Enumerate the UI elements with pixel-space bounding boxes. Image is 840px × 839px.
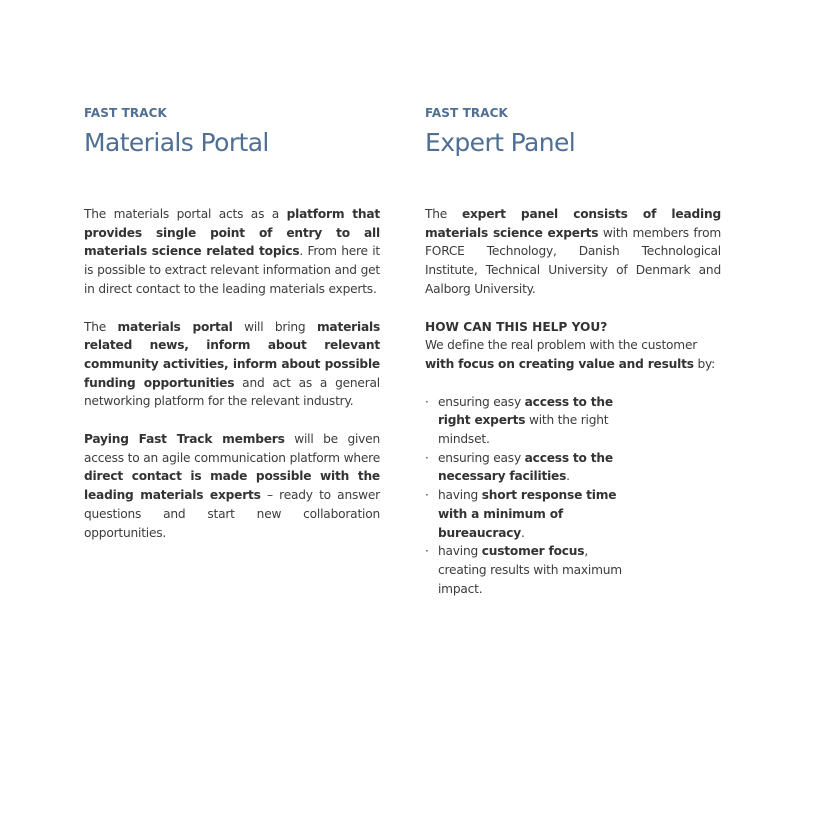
text-run: The	[425, 207, 462, 221]
section-kicker: FAST TRACK	[84, 106, 167, 120]
text-run: and act as a general networking platform for the relevant industry.	[84, 375, 380, 409]
text-run: with members from FORCE Technology, Danish Technological Institute, Technical University of Denmark and Aalborg University.	[425, 225, 721, 296]
text-run: The materials portal acts as a	[84, 207, 287, 221]
list-item	[425, 449, 640, 486]
help-intro	[425, 336, 721, 373]
emphasis-text: access to the right experts	[438, 394, 613, 428]
emphasis-text: materials portal	[117, 319, 233, 334]
benefit-list	[425, 393, 640, 599]
emphasis-text: expert panel consists of leading materials science experts	[425, 207, 721, 240]
text-run: ensuring easy	[438, 394, 525, 409]
list-item-text	[438, 544, 622, 595]
emphasis-text: short response time with a minimum of bureaucracy	[438, 488, 617, 540]
paragraph	[84, 205, 380, 299]
list-item	[425, 542, 640, 598]
emphasis-text: customer focus	[481, 544, 585, 559]
text-run: will be given access to an agile communication platform where	[84, 432, 380, 465]
list-item-text	[438, 451, 613, 484]
emphasis-text: Paying Fast Track members	[84, 432, 285, 447]
bullet-dot-icon: ·	[425, 544, 429, 559]
paragraph	[84, 430, 380, 542]
text-run: by:	[693, 356, 716, 371]
section-kicker: FAST TRACK	[425, 106, 508, 120]
text-run: having	[438, 544, 482, 559]
emphasis-text: platform that provides single point of entry to all materials science related topics	[84, 207, 380, 259]
text-run: – ready to answer questions and start new collaboration opportunities.	[84, 488, 380, 540]
emphasis-text: materials related news, inform about relevant community activities, inform about possible funding opportunities	[84, 319, 380, 390]
text-run: .	[521, 525, 525, 540]
materials-portal-column	[84, 105, 380, 540]
help-heading: HOW CAN THIS HELP YOU?	[425, 319, 608, 334]
section-body	[425, 205, 721, 598]
text-run: with the right mindset.	[438, 413, 609, 447]
list-item	[425, 486, 640, 542]
text-run: ensuring easy	[438, 450, 525, 465]
list-item-text	[438, 395, 613, 446]
list-item-text	[438, 488, 616, 539]
section-title: Materials Portal	[84, 128, 269, 157]
emphasis-text: with focus on creating value and results	[425, 356, 694, 371]
list-item	[425, 393, 640, 449]
paragraph	[84, 318, 380, 412]
bullet-dot-icon: ·	[425, 394, 429, 409]
text-run: having	[438, 488, 482, 503]
bullet-dot-icon: ·	[425, 488, 429, 503]
emphasis-text: direct contact is made possible with the leading materials experts	[84, 469, 380, 503]
text-run: , creating results with maximum impact.	[438, 544, 622, 596]
text-run: will bring	[232, 319, 317, 334]
text-run: . From here it is possible to extract relevant information and get in direct contact to the leading materials experts.	[84, 244, 380, 296]
section-body	[84, 205, 380, 542]
text-run: We define the real problem with the customer	[425, 338, 698, 353]
text-run: .	[566, 469, 570, 484]
emphasis-text: access to the necessary facilities	[438, 450, 613, 484]
text-run: The	[84, 319, 118, 334]
bullet-dot-icon: ·	[425, 450, 429, 465]
expert-panel-column	[425, 105, 721, 596]
paragraph	[425, 205, 721, 299]
section-title: Expert Panel	[425, 128, 576, 157]
